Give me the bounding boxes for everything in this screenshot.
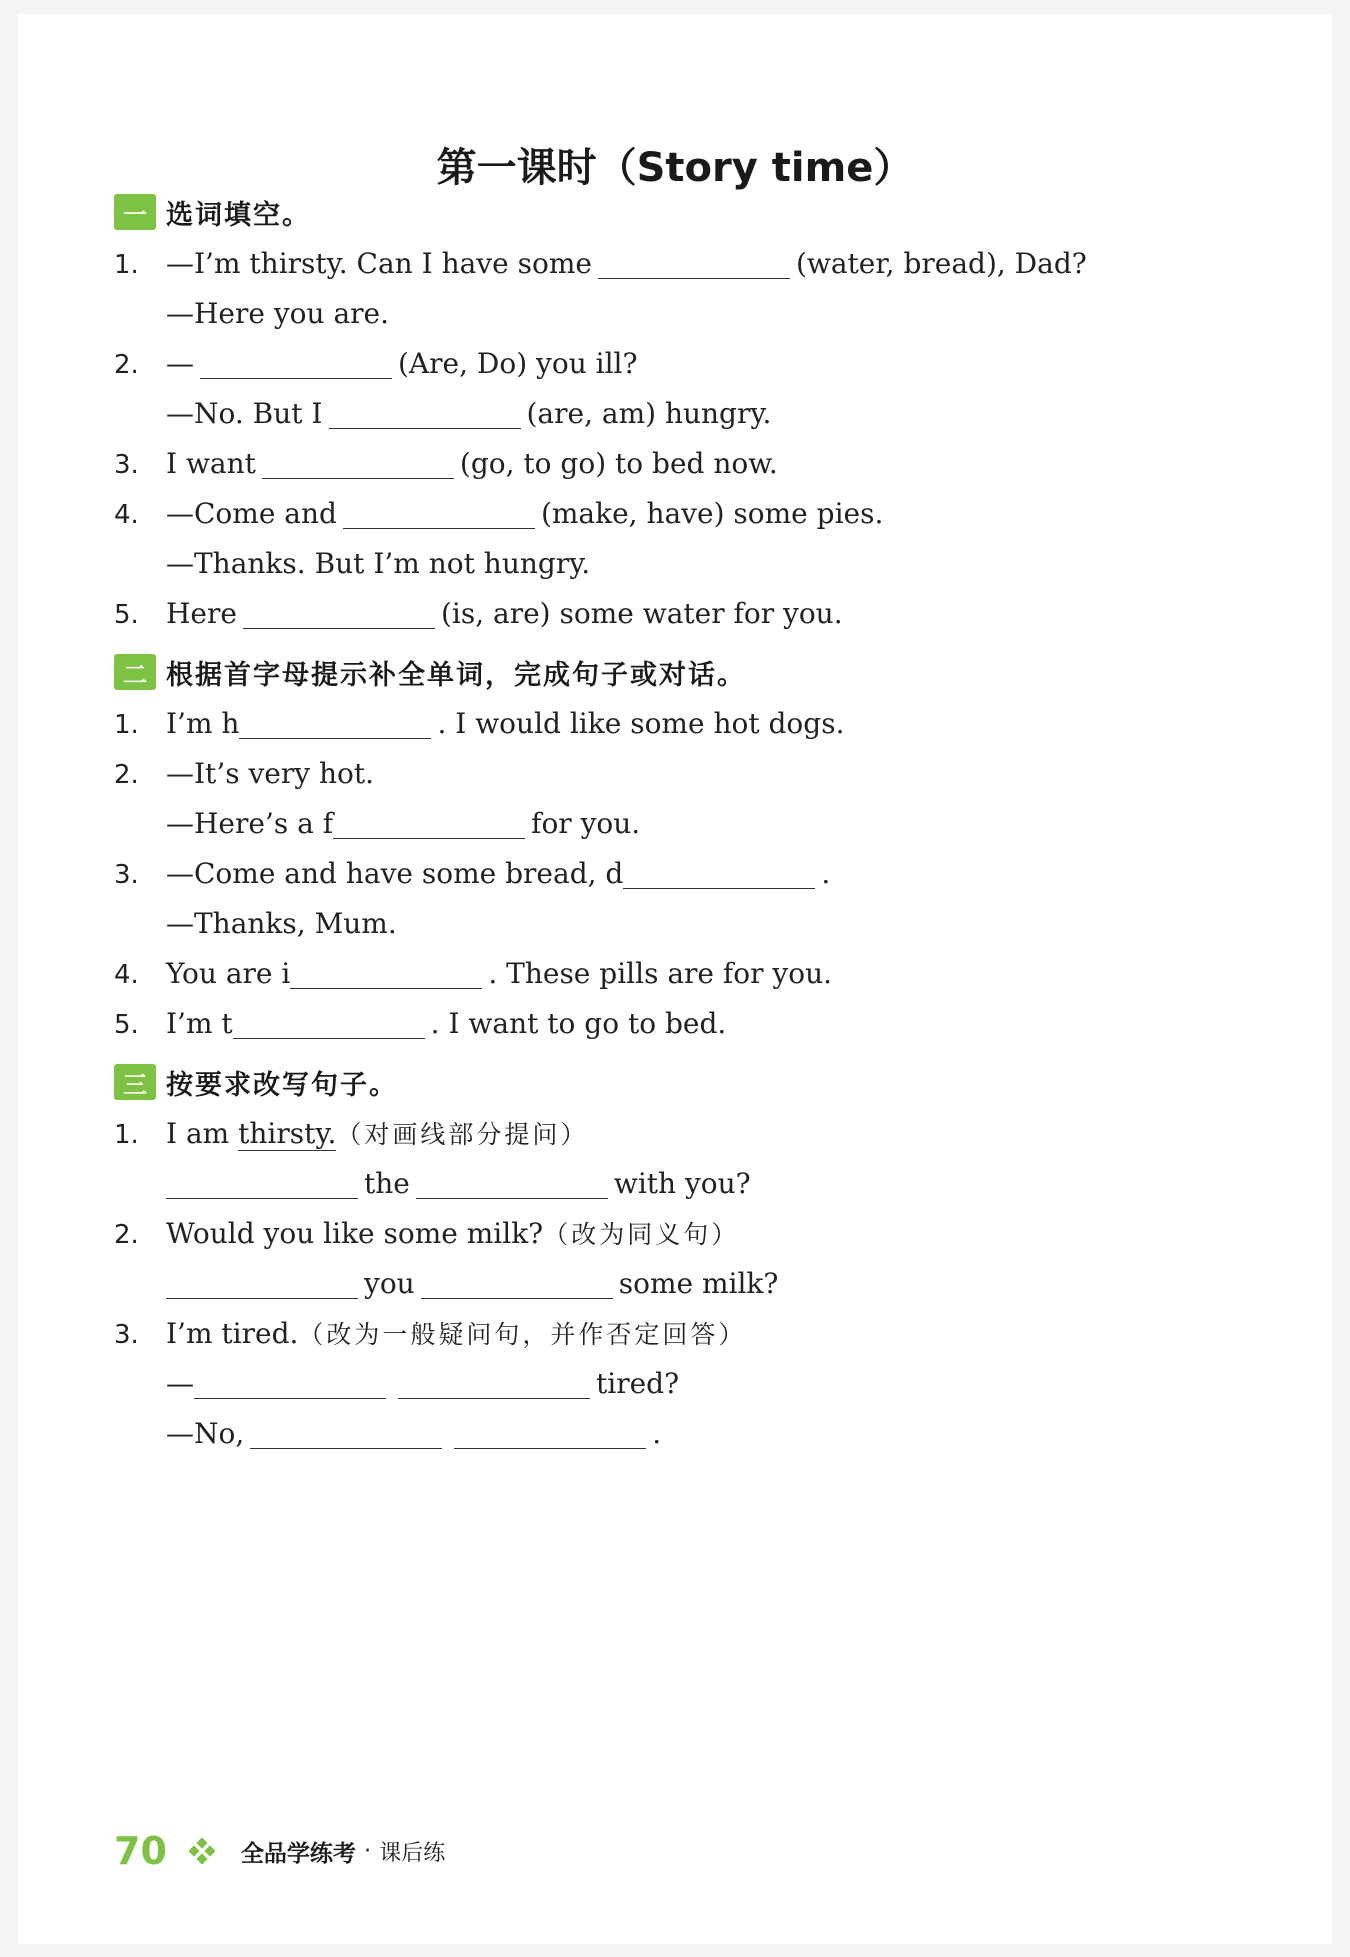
question-number: 2.: [114, 760, 139, 790]
answer-text: some milk?: [618, 1267, 779, 1300]
question-number: 5.: [114, 1010, 139, 1040]
question: [114, 754, 374, 794]
question: [114, 494, 883, 534]
clover-icon: [189, 1838, 215, 1864]
answer-blank[interactable]: [243, 598, 435, 629]
question-text: I want: [166, 447, 256, 480]
question-text: I’m t: [166, 1007, 233, 1040]
answer-text: you: [364, 1267, 415, 1300]
answer-text: —No,: [166, 1417, 245, 1450]
question-number: 4.: [114, 960, 139, 990]
page-title: 第一课时（Story time）: [436, 145, 914, 191]
question-text: You are i: [166, 957, 291, 990]
answer-blank[interactable]: [421, 1268, 613, 1299]
question-text: . I want to go to bed.: [430, 1007, 727, 1040]
question: [114, 954, 832, 994]
page-footer: [114, 1826, 445, 1876]
question-number: 1.: [114, 710, 139, 740]
question-text: Here: [166, 597, 237, 630]
question-number: 1.: [114, 250, 139, 280]
reply-text: —Thanks. But I’m not hungry.: [166, 547, 591, 580]
question-text: —Come and: [166, 497, 337, 530]
question-text: (go, to go) to bed now.: [459, 447, 778, 480]
question: [114, 704, 844, 744]
question-text: I’m h: [166, 707, 240, 740]
question-text: Would you like some milk?: [166, 1217, 544, 1250]
answer-blank[interactable]: [166, 1268, 358, 1299]
question-number: 3.: [114, 1320, 139, 1350]
question: [114, 344, 638, 384]
section-2-header: [114, 652, 746, 692]
answer-line: [114, 1414, 661, 1454]
section-title: 根据首字母提示补全单词，完成句子或对话。: [166, 659, 746, 691]
answer-line: [114, 1364, 679, 1404]
section-title: 选词填空。: [166, 199, 311, 231]
section-badge: 二: [114, 654, 156, 690]
reply-text: —Here you are.: [166, 297, 390, 330]
question-number: 3.: [114, 860, 139, 890]
answer-text: —: [166, 1367, 194, 1400]
question: [114, 1214, 739, 1254]
section-3-header: [114, 1062, 398, 1102]
question-text: . These pills are for you.: [488, 957, 833, 990]
question-instruction: （改为一般疑问句，并作否定回答）: [298, 1320, 747, 1349]
reply-text: —Here’s a f: [166, 807, 334, 840]
question-text: . I would like some hot dogs.: [437, 707, 845, 740]
answer-blank[interactable]: [233, 1008, 425, 1039]
answer-blank[interactable]: [290, 958, 482, 989]
answer-blank[interactable]: [343, 498, 535, 529]
answer-blank[interactable]: [333, 808, 525, 839]
reply-text: —No. But I: [166, 397, 323, 430]
question-text: —Come and have some bread, d: [166, 857, 624, 890]
question-text: (Are, Do) you ill?: [398, 347, 638, 380]
reply-line: [114, 294, 389, 334]
reply-line: [114, 394, 771, 434]
question: [114, 1004, 726, 1044]
answer-text: tired?: [596, 1367, 680, 1400]
question: [114, 444, 778, 484]
question-text: (make, have) some pies.: [540, 497, 884, 530]
question-text: (water, bread), Dad?: [795, 247, 1087, 280]
answer-blank[interactable]: [398, 1368, 590, 1399]
answer-text: the: [364, 1167, 410, 1200]
answer-blank[interactable]: [200, 348, 392, 379]
answer-blank[interactable]: [166, 1168, 358, 1199]
question-instruction: （对画线部分提问）: [336, 1120, 589, 1149]
question-number: 3.: [114, 450, 139, 480]
answer-blank[interactable]: [598, 248, 790, 279]
question-text: I’m tired.: [166, 1317, 299, 1350]
answer-blank[interactable]: [329, 398, 521, 429]
answer-line: [114, 1264, 778, 1304]
question-number: 5.: [114, 600, 139, 630]
answer-text: with you?: [613, 1167, 751, 1200]
question-text: —I’m thirsty. Can I have some: [166, 247, 592, 280]
reply-line: [114, 804, 640, 844]
question-text: —: [166, 347, 194, 380]
answer-text: .: [652, 1417, 662, 1450]
question: [114, 244, 1087, 284]
reply-text: for you.: [531, 807, 641, 840]
answer-blank[interactable]: [262, 448, 454, 479]
underlined-word: thirsty.: [238, 1117, 337, 1150]
section-badge: 一: [114, 194, 156, 230]
answer-blank[interactable]: [194, 1368, 386, 1399]
answer-blank[interactable]: [250, 1418, 442, 1449]
question-text: (is, are) some water for you.: [440, 597, 843, 630]
reply-text: —Thanks, Mum.: [166, 907, 397, 940]
question: [114, 594, 843, 634]
question: [114, 854, 830, 894]
question: [114, 1114, 588, 1154]
reply-line: [114, 904, 397, 944]
answer-blank[interactable]: [623, 858, 815, 889]
question-number: 2.: [114, 1220, 139, 1250]
reply-text: (are, am) hungry.: [526, 397, 772, 430]
answer-blank[interactable]: [454, 1418, 646, 1449]
section-badge: 三: [114, 1064, 156, 1100]
section-title: 按要求改写句子。: [166, 1069, 398, 1101]
section-1-header: [114, 192, 311, 232]
answer-blank[interactable]: [416, 1168, 608, 1199]
page-number: 70: [114, 1829, 167, 1873]
answer-blank[interactable]: [239, 708, 431, 739]
answer-line: [114, 1164, 751, 1204]
reply-line: [114, 544, 590, 584]
question-text: I am: [166, 1117, 230, 1150]
question-number: 2.: [114, 350, 139, 380]
question: [114, 1314, 746, 1354]
question-text: .: [821, 857, 831, 890]
book-title: 全品学练考: [240, 1840, 356, 1867]
question-number: 1.: [114, 1120, 139, 1150]
question-number: 4.: [114, 500, 139, 530]
question-instruction: （改为同义句）: [543, 1220, 740, 1249]
book-subtitle: 课后练: [379, 1840, 446, 1866]
separator-dot: ·: [363, 1838, 372, 1864]
question-text: —It’s very hot.: [166, 757, 375, 790]
